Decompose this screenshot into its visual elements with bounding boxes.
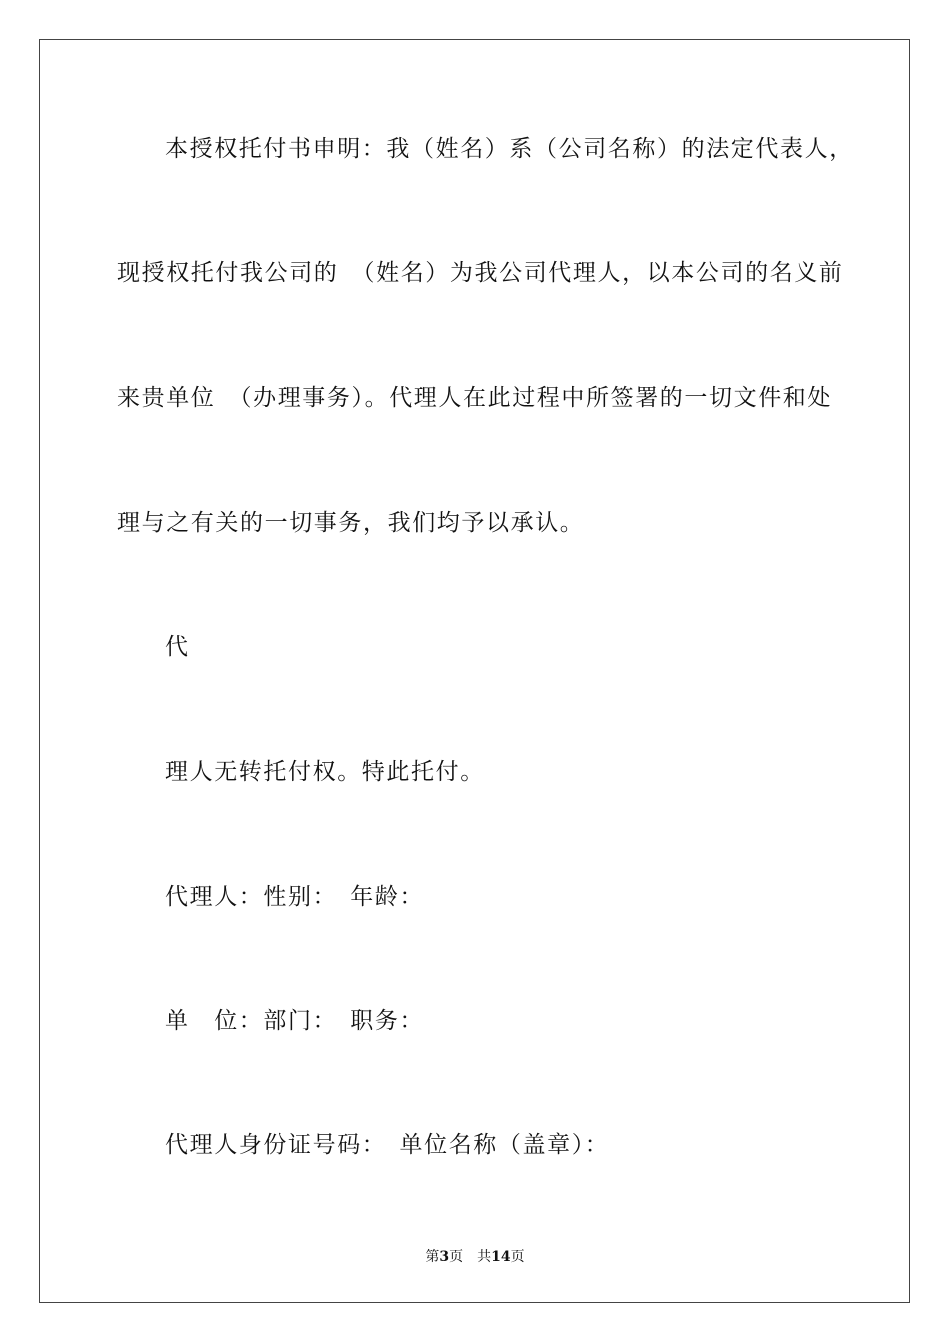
paragraph-line-3: 来贵单位 （办理事务）。代理人在此过程中所签署的一切文件和处 [117,385,832,411]
line-unit-dept-post: 单 位：部门： 职务： [165,1008,425,1034]
footer-mid: 页 共 [449,1249,492,1265]
footer-total-pages: 14 [491,1249,511,1265]
line-id-unit-seal: 代理人身份证号码： 单位名称（盖章）： [165,1132,610,1158]
line-agent-gender-age: 代理人：性别： 年龄： [165,884,425,910]
footer-suffix: 页 [510,1249,525,1265]
page-number-footer [0,1248,950,1266]
line-no-transfer: 理人无转托付权。特此托付。 [165,759,485,785]
page-frame [39,39,910,1303]
paragraph-line-4: 理与之有关的一切事务，我们均予以承认。 [117,510,585,536]
footer-current-page: 3 [439,1249,450,1265]
line-dai: 代 [165,634,190,660]
footer-prefix: 第 [425,1249,440,1265]
paragraph-line-1: 本授权托付书申明：我（姓名）系（公司名称）的法定代表人， [165,136,854,162]
paragraph-line-2: 现授权托付我公司的 （姓名）为我公司代理人，以本公司的名义前 [117,260,844,286]
